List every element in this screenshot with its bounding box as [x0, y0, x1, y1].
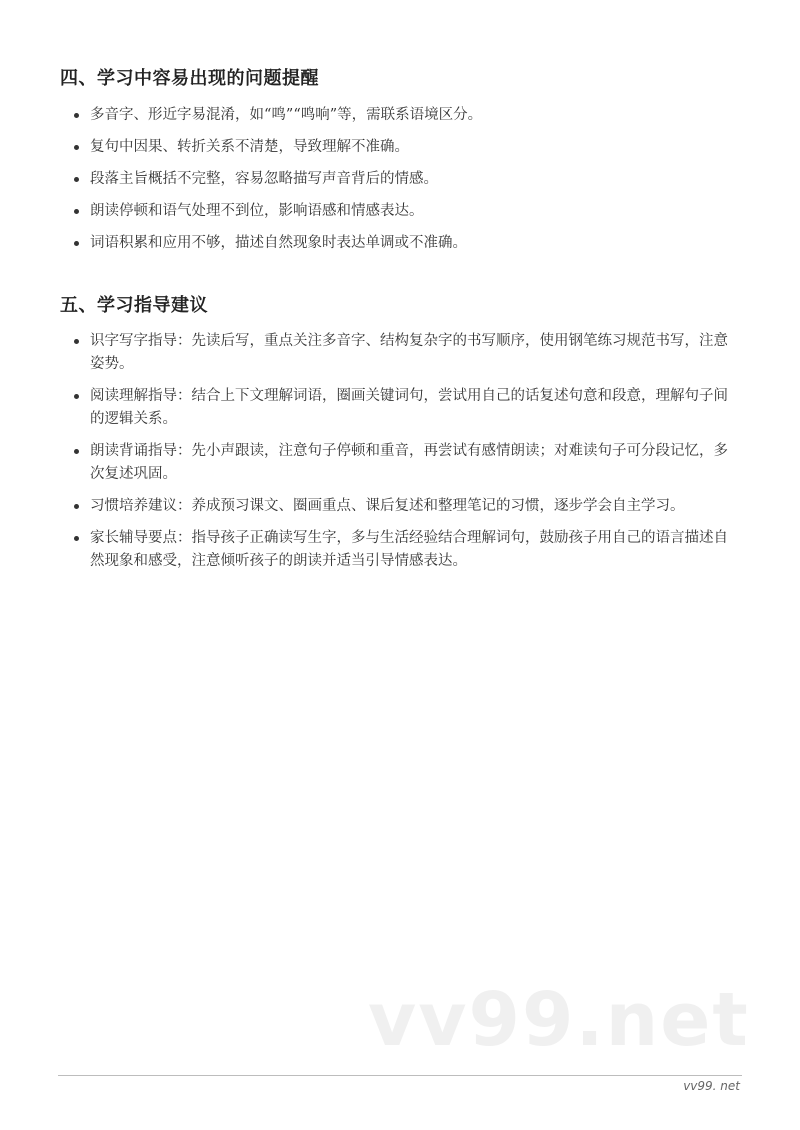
list-item-text: 家长辅导要点：指导孩子正确读写生字，多与生活经验结合理解词句，鼓励孩子用自己的语言描述自然现象和感受，注意倾听孩子的朗读并适当引导情感表达。 — [90, 530, 728, 569]
section-heading-guidance: 五、学习指导建议 — [60, 295, 208, 316]
list-item-text: 复句中因果、转折关系不清楚，导致理解不准确。 — [90, 139, 409, 155]
list-item — [72, 168, 740, 191]
list-item-text: 习惯培养建议：养成预习课文、圈画重点、课后复述和整理笔记的习惯，逐步学会自主学习。 — [90, 498, 685, 514]
list-item-text: 识字写字指导：先读后写，重点关注多音字、结构复杂字的书写顺序，使用钢笔练习规范书写，注意姿势。 — [90, 333, 728, 372]
bullet-icon — [74, 504, 79, 509]
watermark: vv99.net — [368, 977, 750, 1063]
bullet-icon — [74, 209, 79, 214]
bullet-icon — [74, 177, 79, 182]
bullet-icon — [74, 394, 79, 399]
list-item — [72, 330, 740, 376]
list-item — [72, 232, 740, 255]
list-item-text: 多音字、形近字易混淆，如“鸣”“鸣响”等，需联系语境区分。 — [90, 107, 483, 123]
list-item-text: 阅读理解指导：结合上下文理解词语，圈画关键词句，尝试用自己的话复述句意和段意，理解句子间的逻辑关系。 — [90, 388, 728, 427]
list-item-text: 词语积累和应用不够，描述自然现象时表达单调或不准确。 — [90, 235, 467, 251]
list-item — [72, 495, 740, 518]
guidance-list — [72, 330, 740, 582]
list-item — [72, 527, 740, 573]
bullet-icon — [74, 113, 79, 118]
list-item — [72, 440, 740, 486]
list-item — [72, 385, 740, 431]
list-item — [72, 200, 740, 223]
list-item-text: 朗读停顿和语气处理不到位，影响语感和情感表达。 — [90, 203, 424, 219]
footer-site-label: vv99. net — [683, 1079, 740, 1093]
section-heading-problems: 四、学习中容易出现的问题提醒 — [60, 68, 319, 89]
problem-list — [72, 104, 740, 264]
bullet-icon — [74, 241, 79, 246]
bullet-icon — [74, 145, 79, 150]
bullet-icon — [74, 449, 79, 454]
bullet-icon — [74, 536, 79, 541]
footer-divider — [58, 1075, 742, 1076]
bullet-icon — [74, 339, 79, 344]
list-item — [72, 104, 740, 127]
list-item-text: 朗读背诵指导：先小声跟读，注意句子停顿和重音，再尝试有感情朗读；对难读句子可分段记忆，多次复述巩固。 — [90, 443, 728, 482]
list-item-text: 段落主旨概括不完整，容易忽略描写声音背后的情感。 — [90, 171, 438, 187]
list-item — [72, 136, 740, 159]
